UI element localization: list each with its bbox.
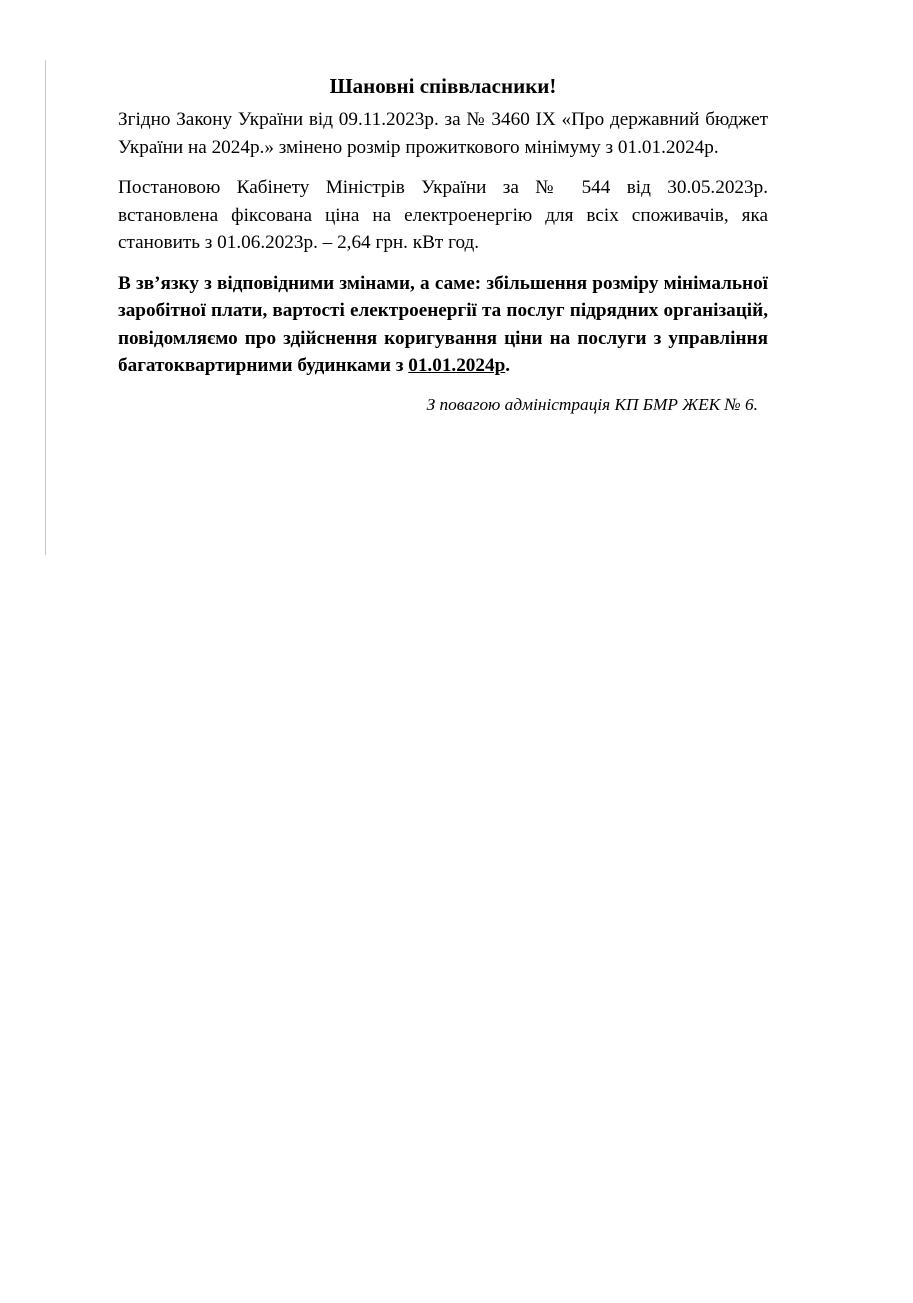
- document-title: Шановні співвласники!: [329, 74, 557, 98]
- page-margin-line: [45, 60, 46, 555]
- paragraph-notice-text: В зв’язку з відповідними змінами, а саме: збільшення розміру мінімальної заробітної плати, вартості електроенергії та послуг підрядних організацій, повідомляємо про здійснення коригування ціни на послуги з управління багатоквартирними будинками з: [118, 272, 768, 376]
- paragraph-notice: [118, 270, 768, 380]
- paragraph-law: Згідно Закону України від 09.11.2023р. за № 3460 IX «Про державний бюджет України на 2024р.» змінено розмір прожиткового мінімуму з 01.01.2024р.: [118, 109, 768, 158]
- notice-period: .: [505, 355, 511, 376]
- paragraph-resolution: Постановою Кабінету Міністрів України за № 544 від 30.05.2023р. встановлена фіксована ціна на електроенергію для всіх споживачів, яка становить з 01.06.2023р. – 2,64 грн. кВт год.: [118, 177, 768, 253]
- signature: З повагою адміністрація КП БМР ЖЕК № 6.: [426, 394, 758, 414]
- notice-effective-date: 01.01.2024р: [408, 355, 506, 376]
- document-body: [118, 72, 768, 417]
